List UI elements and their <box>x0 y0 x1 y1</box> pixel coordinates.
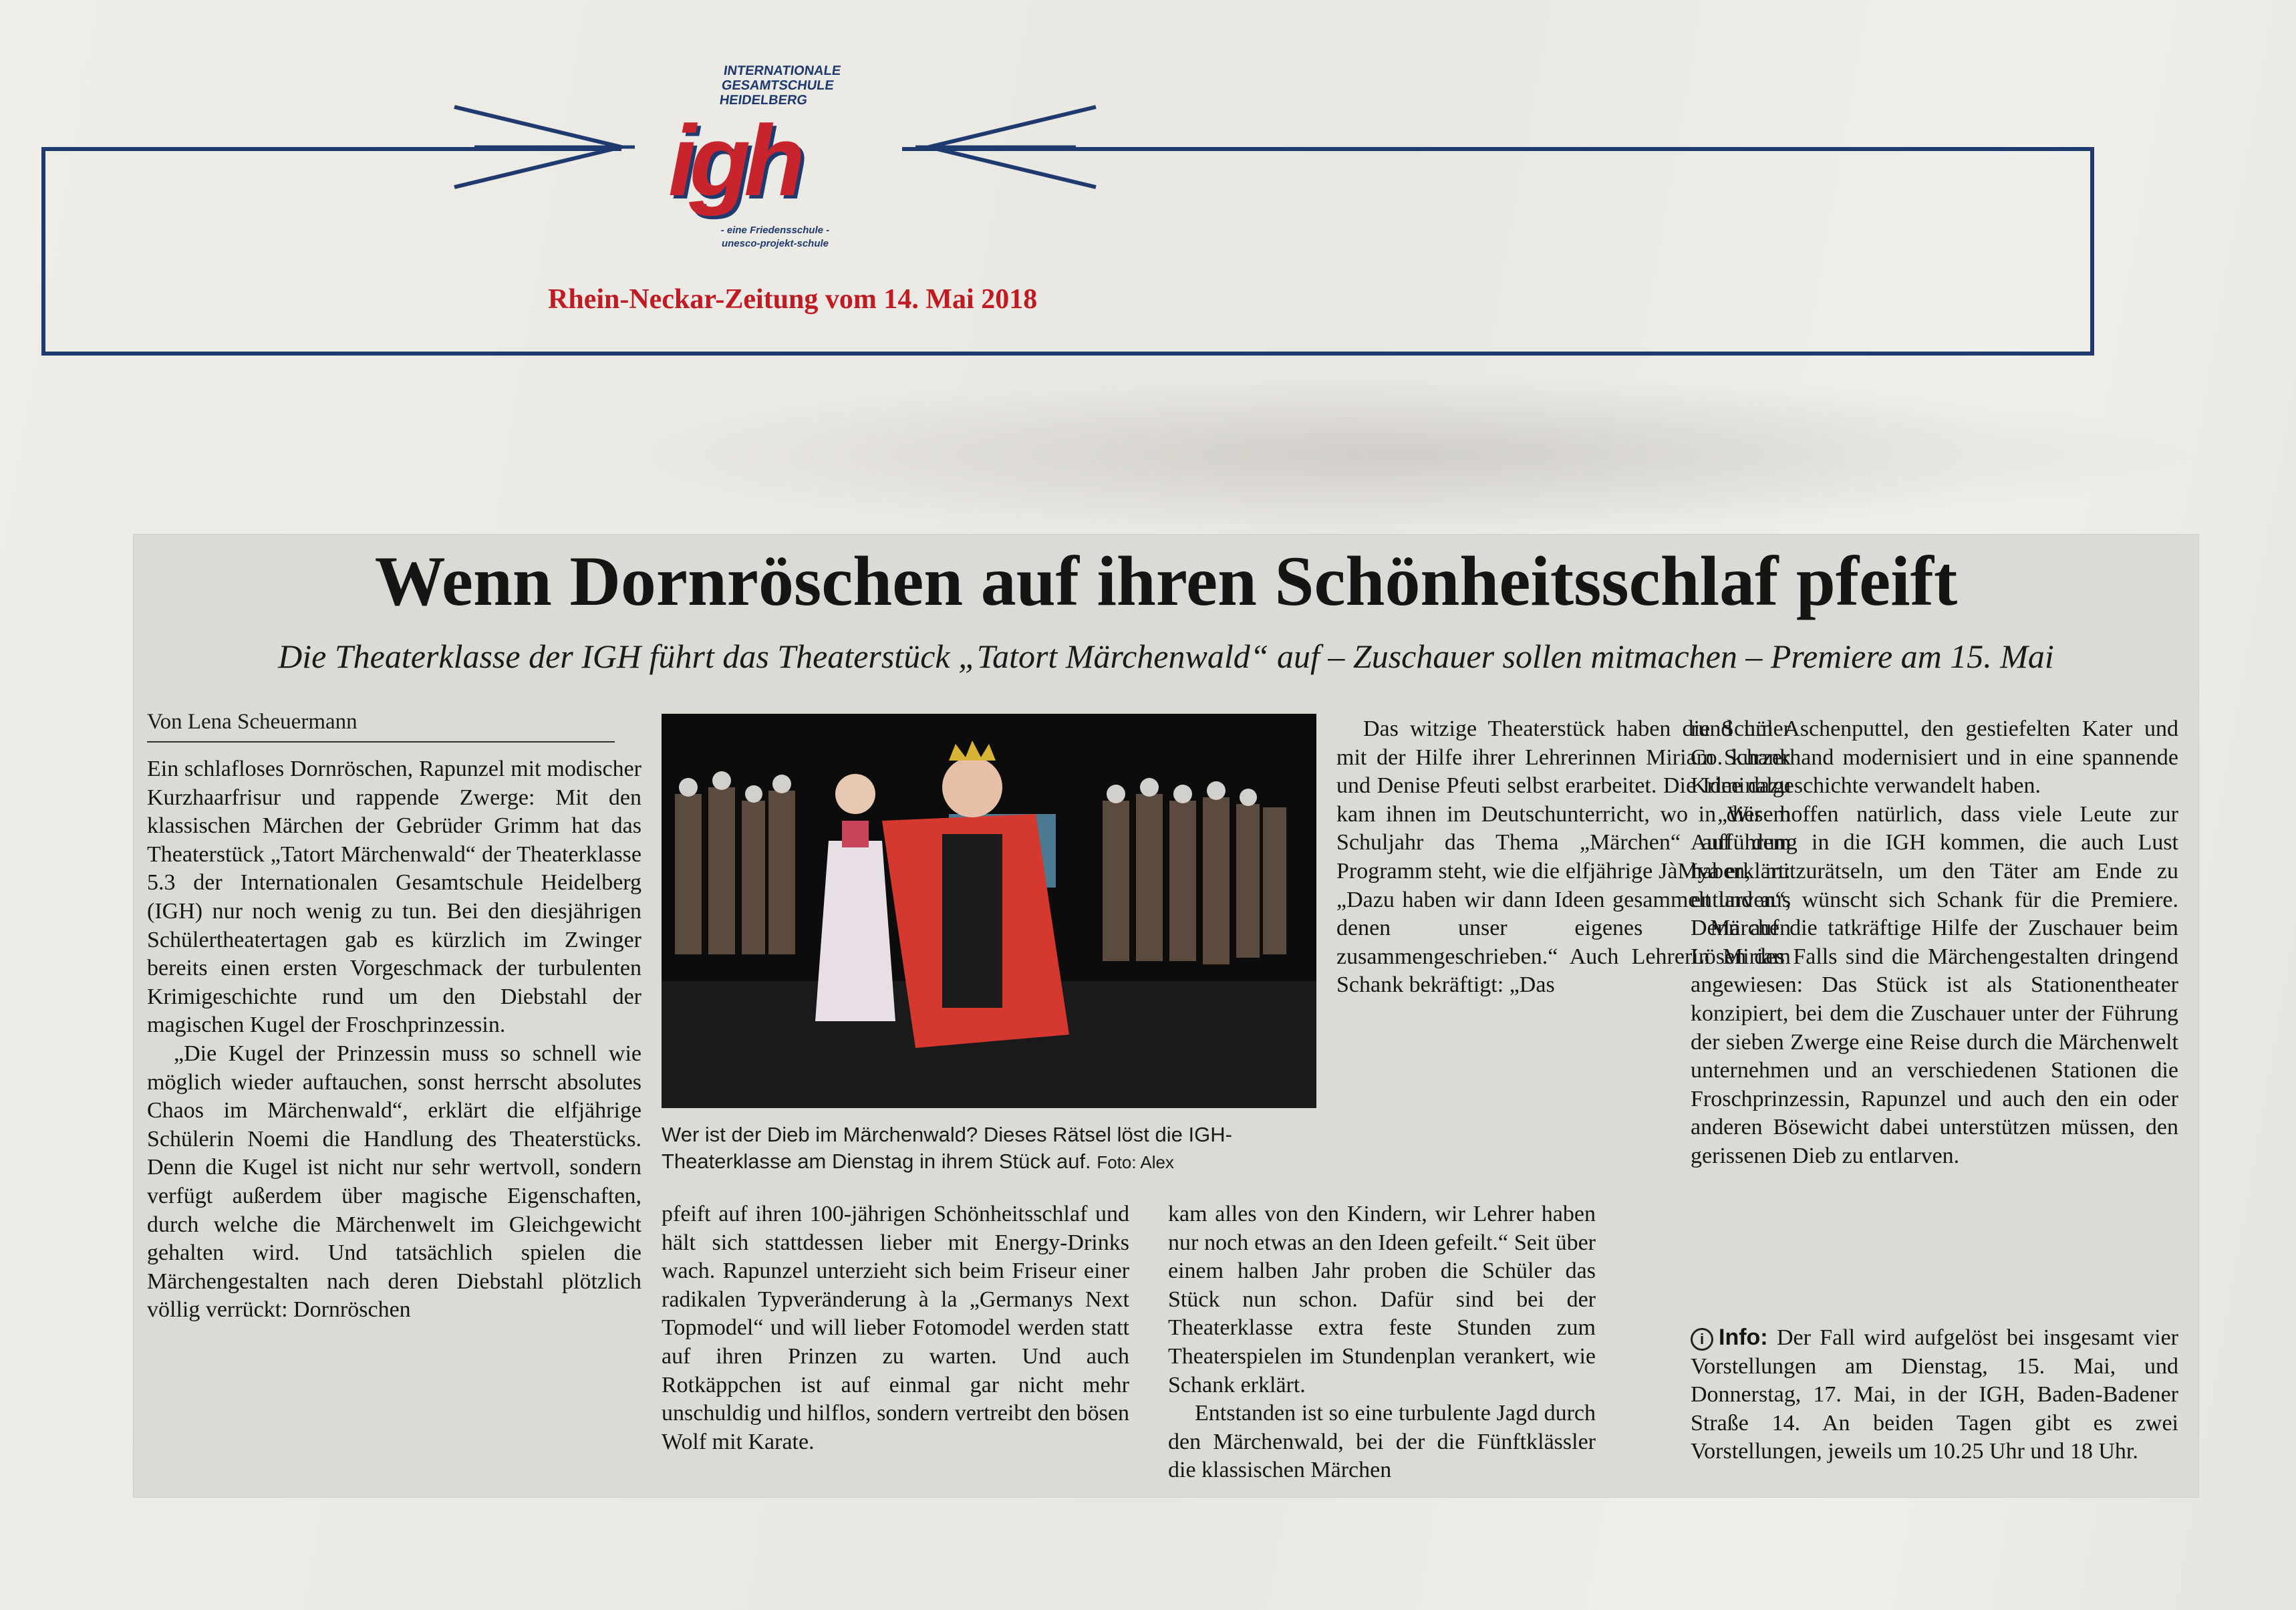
paragraph: „Die Kugel der Prinzessin muss so schnell wie möglich wieder auftauchen, sonst herrscht absolutes Chaos im Märchenwald“, erklärt die elfjährige Schülerin Noemi die Handlung des Theaterstücks. Denn die Kugel ist nicht nur sehr wertvoll, sondern verfügt außerdem über magische Eigenschaften, durch welche die Märchenwelt im Gleichgewicht gehalten wird. Und tatsächlich spielen die Märchengestalten nach deren Diebstahl plötzlich völlig verrückt: Dornröschen <box>147 1041 641 1323</box>
info-label: Info: <box>1719 1325 1768 1350</box>
article-column-3-continued <box>1168 1200 1596 1485</box>
paragraph: „Wir hoffen natürlich, dass viele Leute zur Aufführung in die IGH kommen, die auch Lust haben, mitzurätseln, um den Täter am Ende zu entlarven“, wünscht sich Schank für die Premiere. Denn auf die tatkräftige Hilfe der Zuschauer beim Lösen des Falls sind die Märchengestalten dringend angewiesen: Das Stück ist als Stationentheater konzipiert, bei dem die Zuschauer unter der Führung der sieben Zwerge eine Reise durch die Märchenwelt unternehmen und an verschiedenen Stationen die Froschprinzessin, Rapunzel und auch den ein oder anderen Bösewicht dabei unterstützen müssen, den gerissenen Dieb zu entlarven. <box>1691 801 2178 1168</box>
logo-mark: igh <box>668 104 799 217</box>
stage-photo-illustration <box>662 714 1316 1108</box>
article-subheadline: Die Theaterklasse der IGH führt das Theaterstück „Tatort Märchenwald“ auf – Zuschauer sollen mitmachen – Premiere am 15. Mai <box>278 638 2054 675</box>
paragraph: pfeift auf ihren 100-jährigen Schönheitsschlaf und hält sich stattdessen lieber mit Energy-Drinks wach. Rapunzel unterzieht sich beim Friseur einer radikalen Typveränderung à la „Germanys Next Topmodel“ und will lieber Fotomodel werden statt auf ihren Prinzen zu warten. Und auch Rotkäppchen ist auf einmal gar nicht mehr unschuldig und hilflos, sondern vertreibt den bösen Wolf mit Karate. <box>662 1202 1129 1454</box>
photo-caption <box>662 1121 1323 1176</box>
article-column-2 <box>662 1200 1129 1456</box>
paragraph: Das witzige Theaterstück haben die Schüler mit der Hilfe ihrer Lehrerinnen Miriam Schank und Denise Pfeuti selbst erarbeitet. Die Idee dazu kam ihnen im Deutschunterricht, wo in diesem Schuljahr das Thema „Märchen“ auf dem Programm steht, wie die elfjährige JàMya erklärt: „Dazu haben wir dann Ideen gesammelt und aus denen unser eigenes Märchen zusammengeschrieben.“ Auch Lehrerin Miriam Schank bekräftigt: „Das <box>1336 716 1791 998</box>
info-text: Der Fall wird aufgelöst bei insgesamt vier Vorstellungen am Dienstag, 15. Mai, und Donnerstag, 17. Mai, in der IGH, Baden-Badener Straße 14. An beiden Tagen gibt es zwei Vorstellungen, jeweils um 10.25 Uhr und 18 Uhr. <box>1691 1325 2178 1464</box>
right-arrow-icon <box>448 94 648 200</box>
left-arrow-icon <box>902 94 1103 200</box>
article-column-1 <box>147 755 641 1325</box>
photo-credit: Foto: Alex <box>1097 1152 1174 1172</box>
article-photo <box>662 714 1316 1108</box>
logo-tagline <box>688 224 862 251</box>
caption-text: Wer ist der Dieb im Märchenwald? Dieses Rätsel löst die IGH-Theaterklasse am Dienstag in ihrem Stück auf. <box>662 1123 1232 1173</box>
paragraph: rund um Aschenputtel, den gestiefelten Kater und Co. kurzerhand modernisiert und in eine spannende Kriminalgeschichte verwandelt haben. <box>1691 716 2178 799</box>
paragraph: kam alles von den Kindern, wir Lehrer haben nur noch etwas an den Ideen gefeilt.“ Seit über einem halben Jahr proben die Schüler das Stück nun schon. Dafür sind bei der Theaterklasse extra feste Stunden zum Theaterspielen im Stundenplan verankert, wie Schank erklärt. <box>1168 1202 1596 1397</box>
logo-tagline-2: unesco-projekt-schule <box>721 238 829 249</box>
article-byline: Von Lena Scheuermann <box>147 710 615 743</box>
logo-school-name: INTERNATIONALE GESAMTSCHULE HEIDELBERG <box>718 63 842 108</box>
article-headline: Wenn Dornröschen auf ihren Schönheitsschlaf pfeift <box>374 542 1958 620</box>
info-box <box>1691 1323 2178 1466</box>
article-column-4 <box>1691 715 2178 1171</box>
logo-tagline-1: - eine Friedensschule - <box>720 225 830 236</box>
newspaper-clipping <box>134 535 2198 1497</box>
info-icon: i <box>1691 1328 1713 1351</box>
paragraph: Ein schlafloses Dornröschen, Rapunzel mit modischer Kurzhaarfrisur und rappende Zwerge: Mit den klassischen Märchen der Gebrüder Grimm hat das Theaterstück „Tatort Märchenwald“ der Theaterklasse 5.3 der Internationalen Gesamtschule Heidelberg (IGH) nur noch wenig zu tun. Bei den diesjährigen Schülertheatertagen gab es kürzlich im Zwinger bereits einen ersten Vorgeschmack der turbulenten Krimigeschichte rund um den Diebstahl der magischen Kugel der Froschprinzessin. <box>147 757 641 1038</box>
paragraph: Entstanden ist so eine turbulente Jagd durch den Märchenwald, bei der die Fünftklässler die klassischen Märchen <box>1168 1401 1596 1483</box>
school-logo <box>668 57 869 271</box>
source-line: Rhein-Neckar-Zeitung vom 14. Mai 2018 <box>548 284 1038 315</box>
